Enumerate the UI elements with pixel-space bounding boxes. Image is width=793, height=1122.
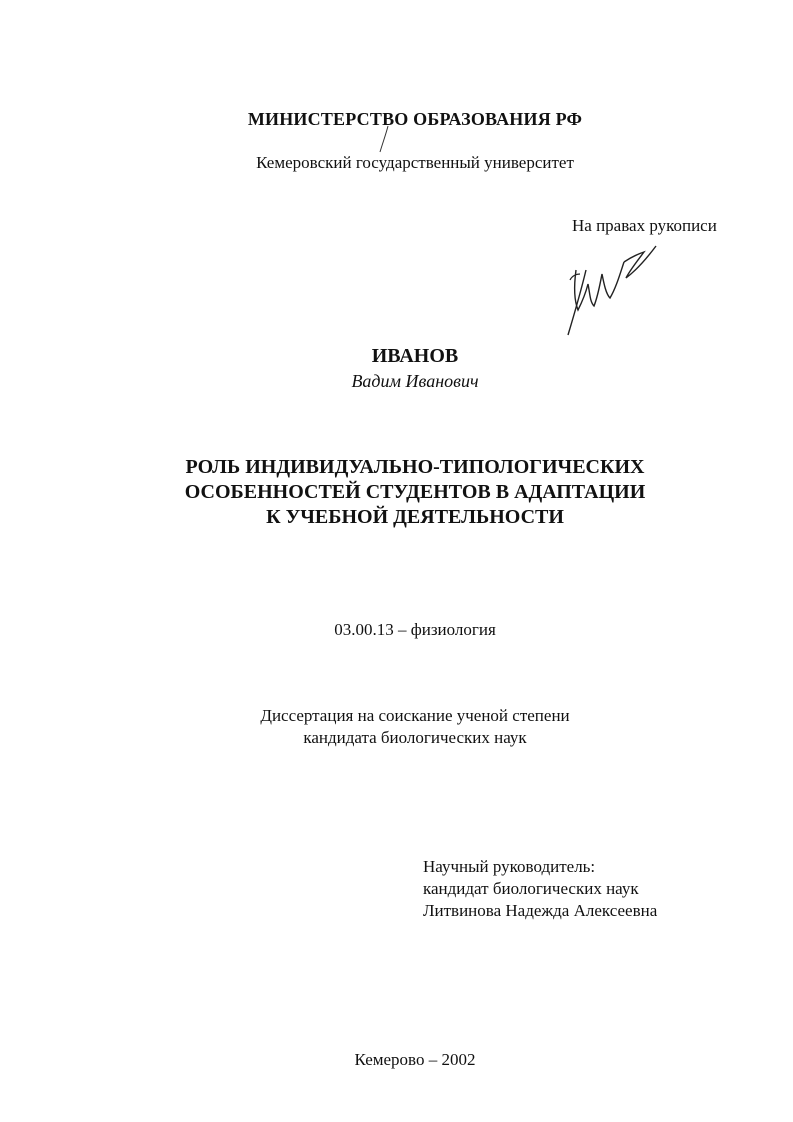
dissertation-title (0, 455, 793, 530)
title-line: РОЛЬ ИНДИВИДУАЛЬНО-ТИПОЛОГИЧЕСКИХ (185, 456, 645, 478)
degree-statement (0, 705, 793, 749)
author-signature (560, 240, 660, 340)
advisor-name: Литвинова Надежда Алексеевна (423, 901, 658, 920)
title-line: ОСОБЕННОСТЕЙ СТУДЕНТОВ В АДАПТАЦИИ (184, 481, 646, 503)
degree-statement-line: Диссертация на соискание ученой степени (260, 706, 570, 725)
title-line: К УЧЕБНОЙ ДЕЯТЕЛЬНОСТИ (266, 506, 564, 528)
scientific-advisor (423, 856, 657, 922)
pen-stroke-mark (374, 124, 394, 154)
advisor-degree: кандидат биологических наук (423, 879, 639, 898)
degree-statement-line: кандидата биологических наук (303, 728, 527, 747)
author-given-name: Вадим Иванович (351, 371, 479, 391)
rights-note: На правах рукописи (572, 216, 717, 235)
ministry-name: МИНИСТЕРСТВО ОБРАЗОВАНИЯ РФ (247, 109, 583, 129)
specialty-code: 03.00.13 – физиология (334, 620, 496, 639)
city-year: Кемерово – 2002 (354, 1050, 476, 1069)
author-surname: ИВАНОВ (371, 345, 459, 367)
university-name: Кемеровский государственный университет (256, 153, 574, 172)
advisor-heading: Научный руководитель: (423, 857, 596, 876)
